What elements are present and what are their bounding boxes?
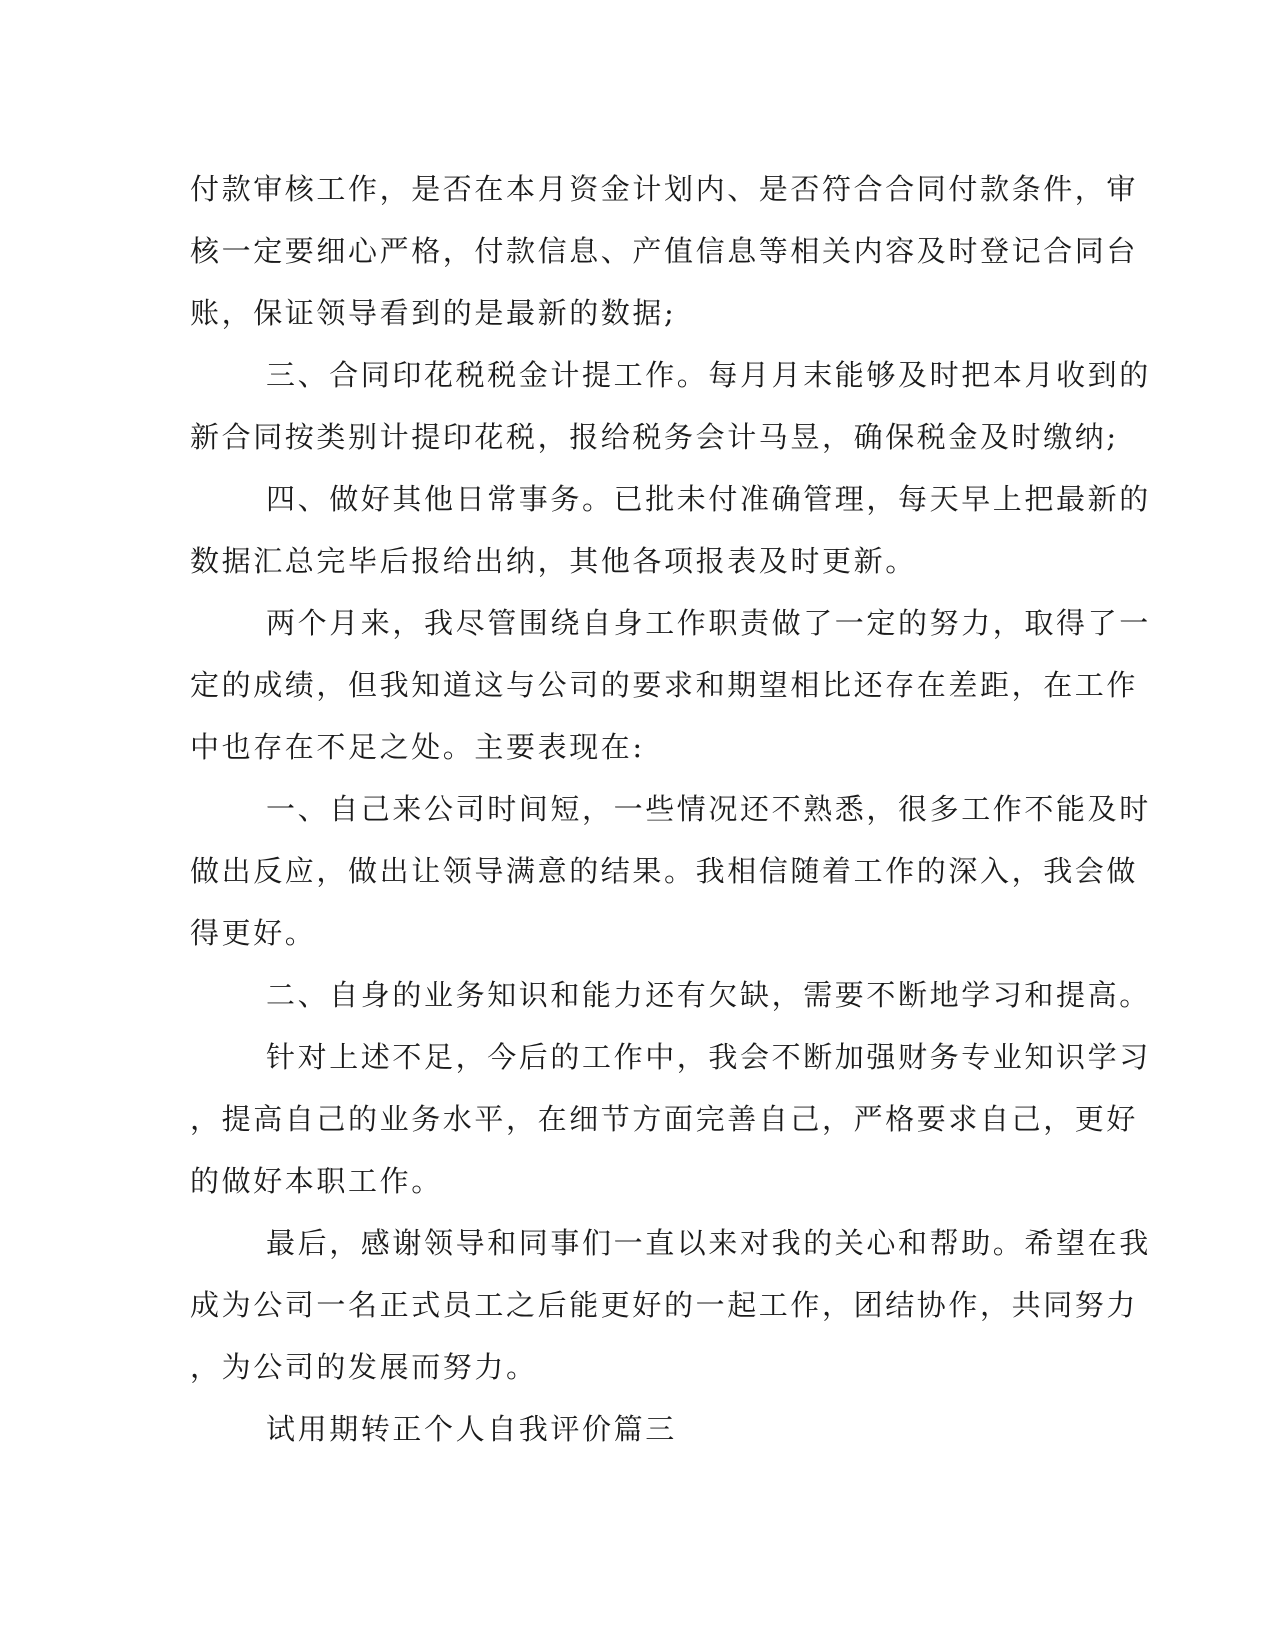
section-heading: 试用期转正个人自我评价篇三 (266, 1412, 677, 1446)
text-line-15: 针对上述不足，今后的工作中，我会不断加强财务专业知识学习 (266, 1040, 1151, 1074)
text-line-13: 得更好。 (190, 916, 317, 950)
text-line-16: ，提高自己的业务水平，在细节方面完善自己，严格要求自己，更好 (190, 1102, 1139, 1136)
text-line-19: 成为公司一名正式员工之后能更好的一起工作，团结协作，共同努力 (190, 1288, 1139, 1322)
text-line-11: 一、自己来公司时间短，一些情况还不熟悉，很多工作不能及时 (266, 792, 1151, 826)
text-line-18: 最后，感谢领导和同事们一直以来对我的关心和帮助。希望在我 (266, 1226, 1151, 1260)
text-line-2: 核一定要细心严格，付款信息、产值信息等相关内容及时登记合同台 (190, 234, 1139, 268)
text-line-12: 做出反应，做出让领导满意的结果。我相信随着工作的深入，我会做 (190, 854, 1139, 888)
text-line-7: 数据汇总完毕后报给出纳，其他各项报表及时更新。 (190, 544, 917, 578)
text-line-9: 定的成绩，但我知道这与公司的要求和期望相比还存在差距，在工作 (190, 668, 1139, 702)
text-line-10: 中也存在不足之处。主要表现在: (190, 730, 645, 764)
text-line-6: 四、做好其他日常事务。已批未付准确管理，每天早上把最新的 (266, 482, 1151, 516)
text-line-17: 的做好本职工作。 (190, 1164, 443, 1198)
text-line-4: 三、合同印花税税金计提工作。每月月末能够及时把本月收到的 (266, 358, 1151, 392)
body-text (190, 158, 1151, 1460)
text-line-14: 二、自身的业务知识和能力还有欠缺，需要不断地学习和提高。 (266, 978, 1151, 1012)
text-line-20: ，为公司的发展而努力。 (190, 1350, 538, 1384)
text-line-5: 新合同按类别计提印花税，报给税务会计马昱，确保税金及时缴纳; (190, 420, 1119, 454)
text-line-8: 两个月来，我尽管围绕自身工作职责做了一定的努力，取得了一 (266, 606, 1151, 640)
text-line-1: 付款审核工作，是否在本月资金计划内、是否符合合同付款条件，审 (190, 172, 1139, 206)
text-line-3: 账，保证领导看到的是最新的数据; (190, 296, 677, 330)
